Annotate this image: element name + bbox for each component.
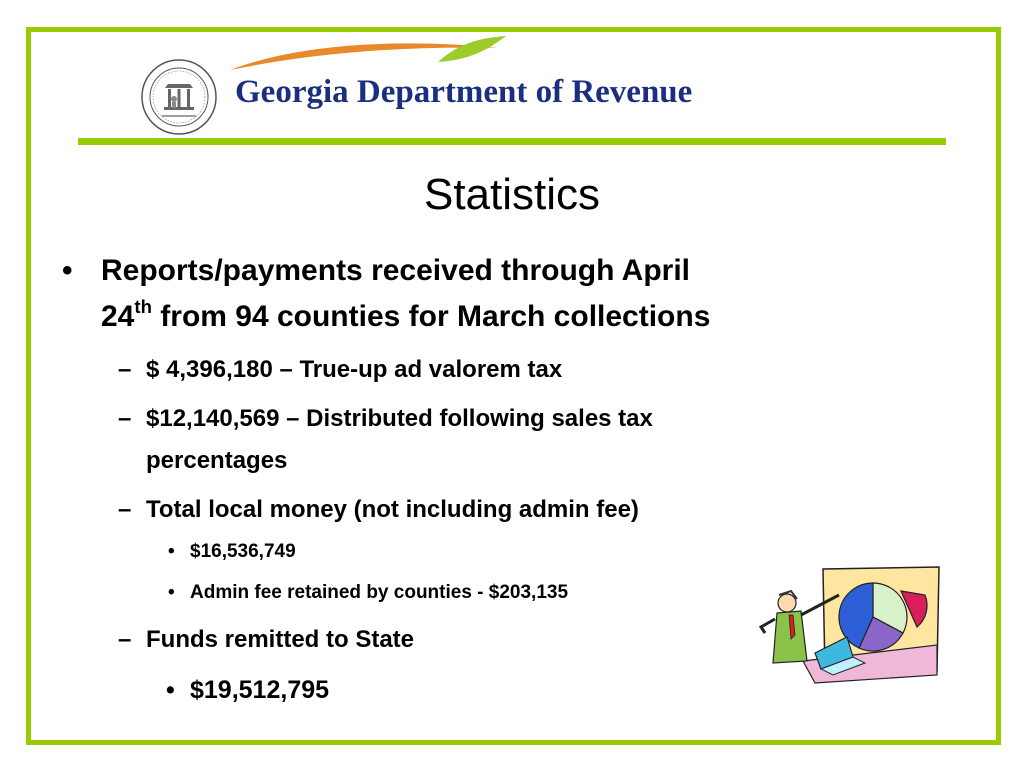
sub-bullet-text: $12,140,569 – Distributed following sales tax — [146, 405, 653, 432]
bullet-text-rest: from 94 counties for March collections — [151, 300, 711, 333]
sub-bullet-marker: – — [118, 405, 132, 432]
header-divider — [78, 138, 946, 145]
sub-sub-bullet-text: Admin fee retained by counties - $203,135 — [190, 582, 569, 603]
slide-title: Statistics — [423, 170, 601, 219]
sub-sub-bullet-marker: • — [168, 541, 175, 562]
sub-bullet-text-cont: percentages — [146, 447, 288, 474]
georgia-state-seal-icon — [140, 58, 218, 136]
sub-bullet-marker: – — [118, 356, 132, 383]
sub-sub-bullet-text: $16,536,749 — [190, 541, 296, 562]
sub-bullet-text: $ 4,396,180 – True-up ad valorem tax — [146, 356, 563, 383]
ordinal-number: 24 — [101, 300, 135, 333]
bullet-text-line2 — [101, 294, 710, 340]
sub-bullet-text: Funds remitted to State — [146, 626, 415, 653]
sub-bullet-marker: – — [118, 496, 132, 523]
sub-sub-bullet-marker: • — [166, 676, 175, 704]
presenter-pie-chart-icon — [755, 565, 940, 685]
bullet-marker: • — [62, 254, 73, 287]
sub-bullet-text: Total local money (not including admin fee) — [146, 496, 639, 523]
sub-sub-bullet-text: $19,512,795 — [190, 676, 330, 704]
ordinal-suffix: th — [134, 296, 152, 317]
bullet-text-line1: Reports/payments received through April — [101, 254, 691, 287]
sub-bullet-marker: – — [118, 626, 132, 653]
sub-sub-bullet-marker: • — [168, 582, 175, 603]
org-title: Georgia Department of Revenue — [235, 74, 693, 110]
